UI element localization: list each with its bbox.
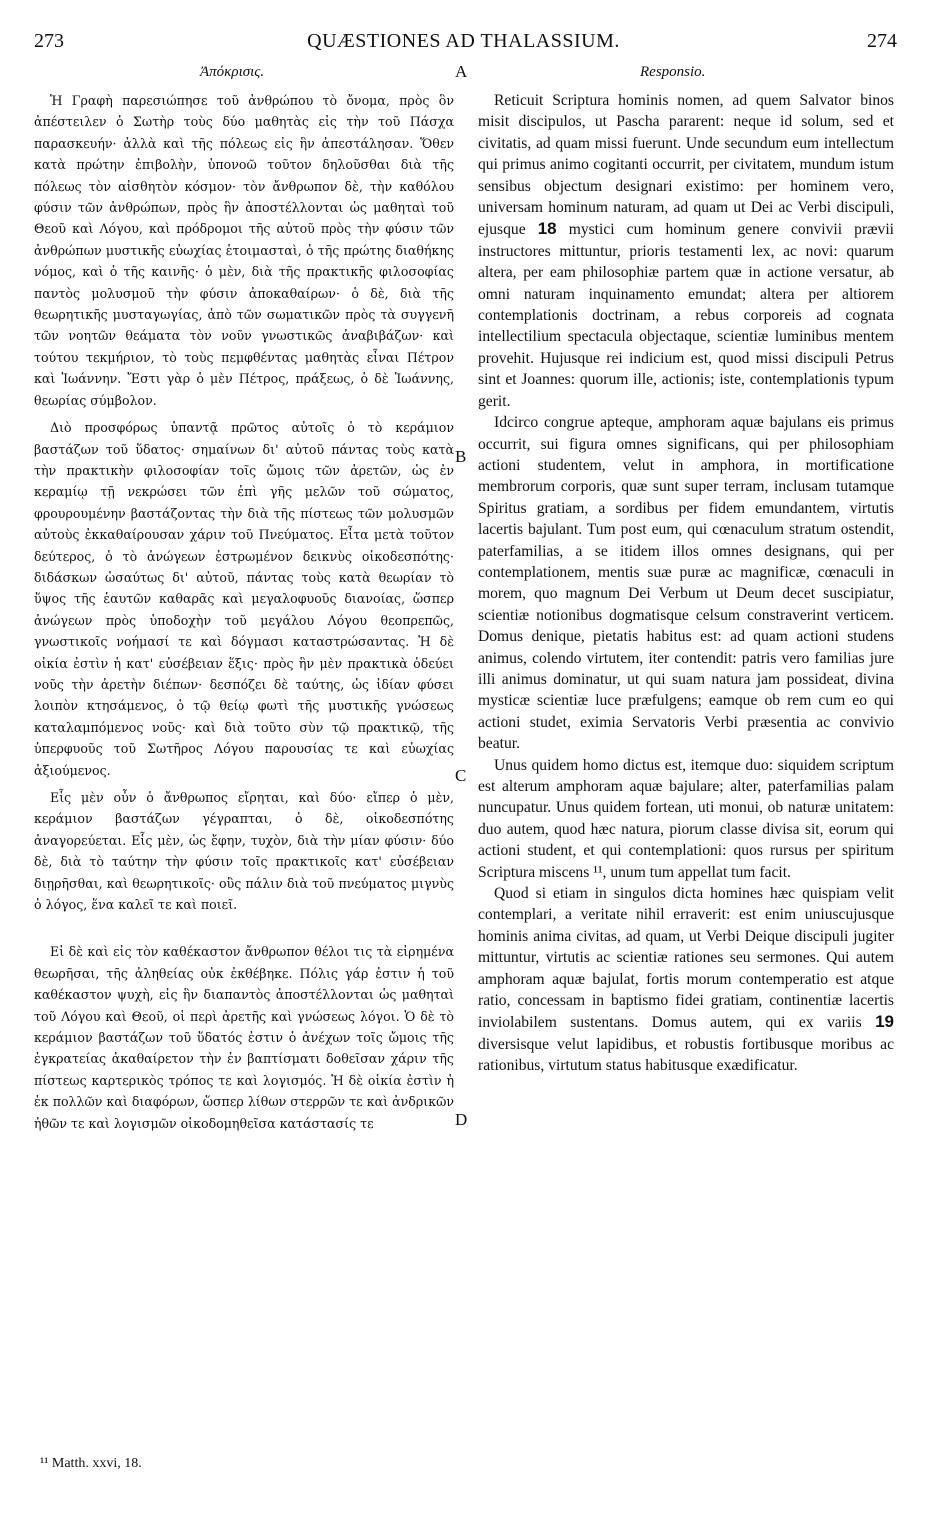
greek-paragraph: Ἡ Γραφὴ παρεσιώπησε τοῦ ἀνθρώπου τὸ ὄνομα, πρὸς ὃν ἀπέστειλεν ὁ Σωτὴρ τοὺς δύο μαθητὰς εἰς τὴν τοῦ Πάσχα παρασκευήν· ἀλλὰ καὶ τῆς πόλεως εἰς ἣν ἀπεστάλησαν. Ὅθεν κατὰ πρώτην ἐπιβολὴν, ὑπονοῶ τοῦτον δηλοῦσθαι διὰ τῆς πόλεως τὸν αἰσθητὸν κόσμον· τὸν ἄνθρωπον δὲ, τὴν καθόλου φύσιν τῶν ἀνθρώπων, πρὸς ἣν ἀποστέλλονται ὡς μαθηταὶ τοῦ Θεοῦ καὶ Λόγου, καὶ πρόδρομοι τῆς αὐτοῦ πρὸς τὴν φύσιν τῶν ἀνθρώπων μυστικῆς εὐωχίας ἑτοιμασταὶ, ὁ τῆς πρώτης διαθήκης νόμος, καὶ ὁ τῆς καινῆς· ὁ μὲν, διὰ τῆς πρακτικῆς φιλοσοφίας παντὸς μολυσμοῦ τὴν φύσιν ἀποκαθαίρων· ὁ δὲ, διὰ τῆς θεωρητικῆς μυσταγωγίας, ἀπὸ τῶν σωματικῶν πρὸς τὰ συγγενῆ τῶν νοητῶν θεάματα τὸν νοῦν γνωστικῶς ἀναβιβάζων· καὶ τούτου τεκμήριον, τὸ τοὺς πεμφθέντας μαθητὰς εἶναι Πέτρον καὶ Ἰωάννην. Ἔστι γὰρ ὁ μὲν Πέτρος, πράξεως, ὁ δὲ Ἰωάννης, θεωρίας σύμβολον. — [34, 93, 454, 408]
greek-paragraph: Εἷς μὲν οὖν ὁ ἄνθρωπος εἴρηται, καὶ δύο· εἴπερ ὁ μὲν, κεράμιον βαστάζων γέγραπται, ὁ δὲ, οἰκοδεσπότης ἀναγορεύεται. Εἷς μὲν, ὡς ἔφην, τυχὸν, διὰ τὴν μίαν φύσιν· δύο δὲ, διὰ τὸ ταύτην τὴν φύσιν τοῖς πρακτικοῖς κατ' εὐσέβειαν διῃρῆσθαι, καὶ θεωρητικοῖς· οὓς πάλιν διὰ τοῦ πνεύματος μιγνὺς ὁ λόγος, ἕνα καλεῖ τε καὶ ποιεῖ. — [34, 790, 454, 913]
margin-letter-d: D — [455, 1110, 468, 1129]
margin-letter-c: C — [455, 766, 467, 785]
latin-paragraph — [478, 883, 894, 1077]
greek-column — [34, 90, 454, 1140]
column-number: 18 — [537, 219, 557, 239]
latin-paragraph: Idcirco congrue apteque, amphoram aquæ bajulans eis primus occurrit, sui figura omnes significans, qui per philosophiam actioni studentem, velut in amphora, in mortificatione membrorum corporis, quæ sunt super terram, inclusam tutamque Spiritus gratiam, a sordibus per fidem emundantem, virtutis lacertis bajulant. Tum post eum, qui cœnaculum stratum ostendit, paterfamilias, a se itidem illos omnes designans, qui per contemplationem, mentis suæ puræ ac magnificæ, cœnaculi in morem, quo magnum Dei Verbum ut Deum decet suscipiatur, scientiæ notionibus dogmatisque celsum constraverint verticem. Domus denique, pietatis habitus est: ad quam actioni studens animus, colendo virtutem, iter contendit: patris vero familias jure illi animus dominatur, ut qui suam natura jam possideat, divina mysticæ scientiæ luce præfulgens; eamque ob rem cum eo qui actioni studet, eximia Servatoris Verbi præsentia ac convivio beatur. — [478, 414, 894, 753]
latin-paragraph: Unus quidem homo dictus est, itemque duo: siquidem scriptum est alterum amphoram aquæ bajulare; alter, paterfamilias palam nuncupatur. Unus quidem fortean, uti monui, ob naturæ unitatem: duo autem, quod hæc natura, piorum classe divisa sit, eorum qui actioni student, et qui contemplationi: quos rursus per spiritum Scriptura miscens ¹¹, unum tum appellat tum facit. — [478, 756, 894, 881]
margin-letter-b: B — [455, 447, 467, 466]
latin-text: Reticuit Scriptura hominis nomen, ad quem Salvator binos misit discipulos, ut Pascha pararent: neque id solum, sed et civitatis, ad quam missi fuerunt. Unde secundum eum intellectum qui primus animo cogitanti occurrit, per civitatem, mundum istum sensibus objectum designari existimo: per hominem vero, universam hominum naturam, ad quam ut Dei ac Verbi discipuli, ejusque — [478, 92, 894, 239]
footnote: ¹¹ Matth. xxvi, 18. — [40, 1456, 142, 1471]
greek-heading: Ἀπόκρισις. — [200, 64, 265, 80]
greek-paragraph: Διὸ προσφόρως ὑπαντᾷ πρῶτος αὐτοῖς ὁ τὸ κεράμιον βαστάζων τοῦ ὕδατος· σημαίνων δι' αὐτοῦ πάντας τοὺς κατὰ τὴν πρακτικὴν φιλοσοφίαν τοῖς ὤμοις τῶν ἀρετῶν, ὡς ἐν κεραμίῳ τῇ νεκρώσει τῶν ἐπὶ γῆς μελῶν τοῦ σώματος, φρουρουμένην βαστάζοντας τὴν διὰ τῆς πίστεως τῶν μολυσμῶν αὐτοὺς ἐκκαθαίρουσαν χάριν τοῦ Πνεύματος. Εἶτα μετὰ τοῦτον δεύτερος, ὁ τὸ ἀνώγεων ἐστρωμένον δεικνὺς οἰκοδεσπότης· διδάσκων ὡσαύτως δι' αὐτοῦ, πάντας τοὺς κατὰ θεωρίαν τὸ ὕψος τῆς ἑαυτῶν καθαρᾶς καὶ μεγαλοφυοῦς διανοίας, ὥσπερ ἀνώγεων πρὸς ὑποδοχὴν τοῦ μεγάλου Λόγου θεοπρεπῶς, γνωστικοῖς νοήμασί τε καὶ δόγμασι καταστρώσαντας. Ἡ δὲ οἰκία ἐστὶν ἡ κατ' εὐσέβειαν ἕξις· πρὸς ἣν μὲν πρακτικὰ ὁδεύει νοῦς τὴν ἀρετὴν διέπων· δεσπόζει δὲ ταύτης, ὡς ἰδίαν φύσει λοιπὸν κτησάμενος, ὁ τῷ θείῳ φωτὶ τῆς μυστικῆς γνώσεως καταλαμπόμενος νοῦς· καὶ διὰ τοῦτο σὺν τῷ πρακτικῷ, τῆς ὑπερφυοῦς τοῦ Σωτῆρος Λόγου παρουσίας τε καὶ εὐωχίας ἀξιούμενος. — [34, 420, 454, 778]
latin-column — [478, 90, 894, 1077]
latin-text: mystici cum hominum genere convivii prævii instructores mittuntur, prioris testamenti lex, ac novi: quarum altera, per eam philosophiæ partem quæ in actione versatur, ab omni naturam inquinamento emundat; altera per altiorem contemplationis doctrinam, a rebus corporeis ad cognata intellectilium spectacula objectaque, scientiæ luminibus mentem provehit. Hujusque rei indicium est, quod missi discipuli Petrus sint et Joannes: quorum ille, actionis; iste, contemplationis typum gerit. — [478, 221, 894, 410]
greek-paragraph: Εἰ δὲ καὶ εἰς τὸν καθέκαστον ἄνθρωπον θέλοι τις τὰ εἰρημένα θεωρῆσαι, τῆς ἀληθείας οὐκ ἐκθέβηκε. Πόλις γάρ ἐστιν ἡ τοῦ καθέκαστον ψυχὴ, εἰς ἣν διαπαντὸς ἀποστέλλονται ὡς μαθηταὶ τοῦ Λόγου καὶ Θεοῦ, οἱ περὶ ἀρετῆς καὶ γνώσεως λόγοι. Ὁ δὲ τὸ κεράμιον βαστάζων τοῦ ὕδατός ἐστιν ὁ ἀνέχων τοῖς ὤμοις τῆς ἐγκρατείας ἀκαθαίρετον τὴν ἐν βαπτίσματι δοθεῖσαν χάριν τῆς πίστεως καρτερικὸς τρόπος τε καὶ λογισμός. Ἡ δὲ οἰκία ἐστὶν ἡ ἐκ πολλῶν καὶ διαφόρων, ὥσπερ λίθων στερρῶν τε καὶ ἀνδρικῶν ἠθῶν τε καὶ λογισμῶν οἰκοδομηθεῖσα κατάστασίς τε — [34, 944, 454, 1131]
running-title: QUÆSTIONES AD THALASSIUM. — [307, 30, 620, 52]
column-number: 19 — [875, 1012, 894, 1032]
page-number-right: 274 — [867, 30, 897, 52]
page-number-left: 273 — [34, 30, 64, 52]
latin-paragraph — [478, 90, 894, 412]
latin-text: Quod si etiam in singulos dicta homines hæc quispiam velit contemplari, a veritate nihil erraverit: est enim uniuscujusque hominis anima civitas, ad quam, ut Verbi Deique discipuli jugiter mittuntur, virtutis ac scientiæ rationes seu sermones. Qui autem amphoram aquæ bajulat, fortis morum contemperatio est atque ratio, concessam in baptismo fidei gratiam, continentiæ lacertis inviolabilem sustentans. Domus autem, qui ex variis — [478, 885, 894, 1032]
latin-heading: Responsio. — [640, 64, 706, 80]
margin-letter-a: A — [455, 62, 468, 81]
latin-text: diversisque velut lapidibus, et robustis fortibusque moribus ac rationibus, virtutum status habitusque exædificatur. — [478, 1035, 894, 1075]
